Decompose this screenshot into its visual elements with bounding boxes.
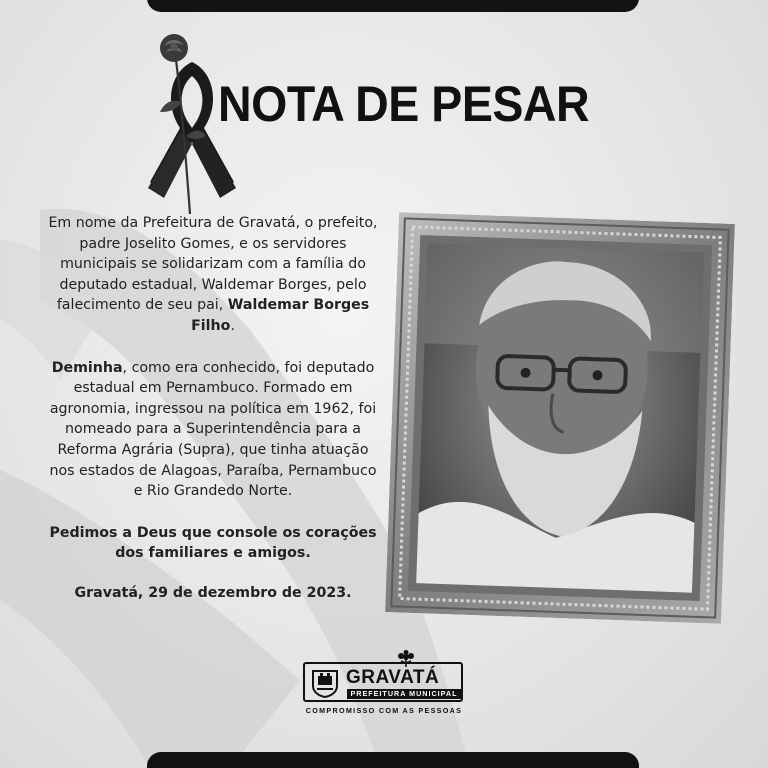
logo-name: GRAVATÁ: [346, 667, 440, 688]
nickname: Deminha: [51, 359, 123, 376]
logo-subtitle: PREFEITURA MUNICIPAL: [347, 689, 461, 699]
paragraph-prayer: Pedimos a Deus que console os corações dos familiares e amigos.: [49, 524, 377, 562]
message-body: [48, 213, 378, 604]
paragraph-biography: [48, 358, 378, 502]
logo-tagline: COMPROMISSO COM AS PESSOAS: [305, 706, 463, 715]
paragraph-biography-text: , como era conhecido, foi deputado estadual em Pernambuco. Formado em agronomia, ingressou na política em 1962, foi nomeado para a Superintendência para a Reforma Agrária (Supra), que tinha atuação nos estados de Alagoas, Paraíba, Pernambuco e Rio Grandedo Norte.: [49, 359, 377, 500]
city-hall-logo: [303, 650, 465, 718]
date-line: Gravatá, 29 de dezembro de 2023.: [74, 584, 352, 601]
page-title: NOTA DE PESAR: [218, 76, 590, 132]
logo-box: [303, 662, 463, 702]
paragraph-condolence: [48, 213, 378, 337]
city-coat-of-arms-icon: [310, 668, 340, 698]
framed-portrait-elderly-man: [385, 212, 735, 623]
paragraph-condolence-text: Em nome da Prefeitura de Gravatá, o prefeito, padre Joselito Gomes, e os servidores municipais se solidarizam com a família do deputado estadual, Waldemar Borges, pelo falecimento de seu pai,: [48, 215, 378, 314]
deceased-name: Waldemar Borges Filho: [191, 297, 370, 334]
top-bar: [147, 0, 639, 12]
bottom-bar: [147, 752, 639, 768]
paragraph-condolence-end: .: [230, 317, 235, 334]
